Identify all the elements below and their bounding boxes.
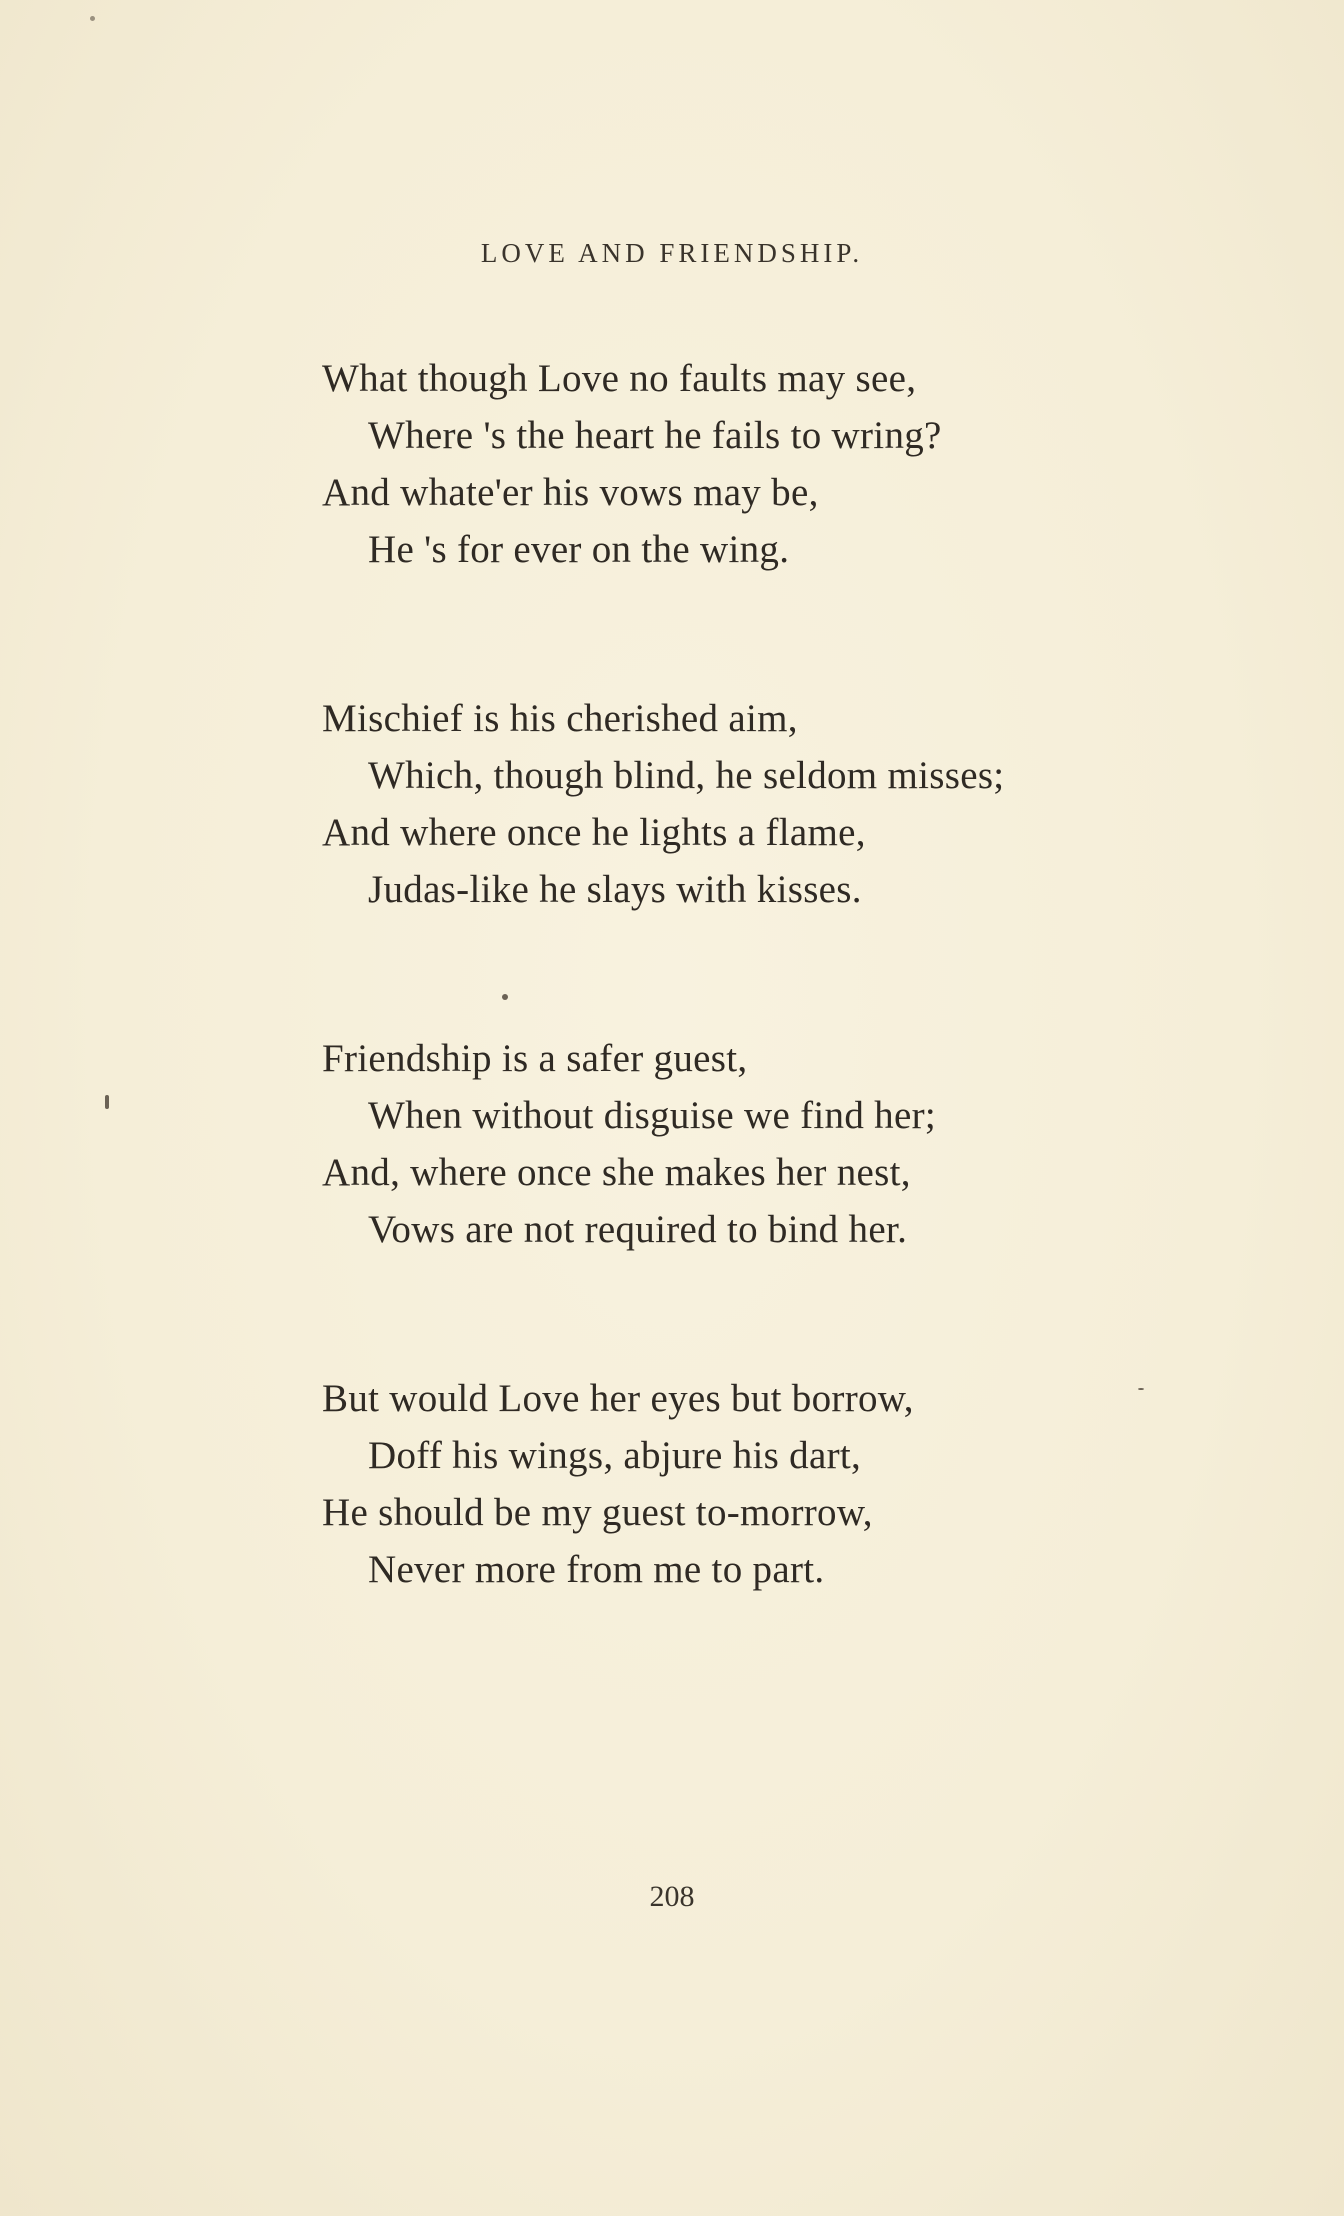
paper-speck [105,1095,109,1109]
poem-line: Never more from me to part. [368,1548,825,1591]
poem-line: Which, though blind, he seldom misses; [368,754,1005,797]
stanza-4 [322,1370,1222,1598]
poem-line: And where once he lights a flame, [322,811,866,854]
poem [322,350,1222,1598]
poem-line: Judas-like he slays with kisses. [368,868,862,911]
poem-line: Doff his wings, abjure his dart, [368,1434,862,1477]
poem-line: He 's for ever on the wing. [368,528,790,571]
poem-line: Vows are not required to bind her. [368,1208,908,1251]
stanza-2 [322,690,1222,918]
stanza-1 [322,350,1222,578]
poem-line: He should be my guest to-morrow, [322,1491,873,1534]
poem-line: Mischief is his cherished aim, [322,697,798,740]
poem-line: When without disguise we find her; [368,1094,937,1137]
poem-line: But would Love her eyes but borrow, [322,1377,914,1420]
poem-line: Where 's the heart he fails to wring? [368,414,942,457]
poem-line: And, where once she makes her nest, [322,1151,911,1194]
paper-speck [1138,1388,1144,1390]
page-number: 208 [649,1880,695,1913]
poem-line: And whate'er his vows may be, [322,471,819,514]
poem-line: Friendship is a safer guest, [322,1037,748,1080]
paper-speck [90,16,95,21]
stanza-3 [322,1030,1222,1258]
poem-line: What though Love no faults may see, [322,357,917,400]
paper-speck [502,994,508,1000]
running-head: LOVE AND FRIENDSHIP. [480,238,864,268]
